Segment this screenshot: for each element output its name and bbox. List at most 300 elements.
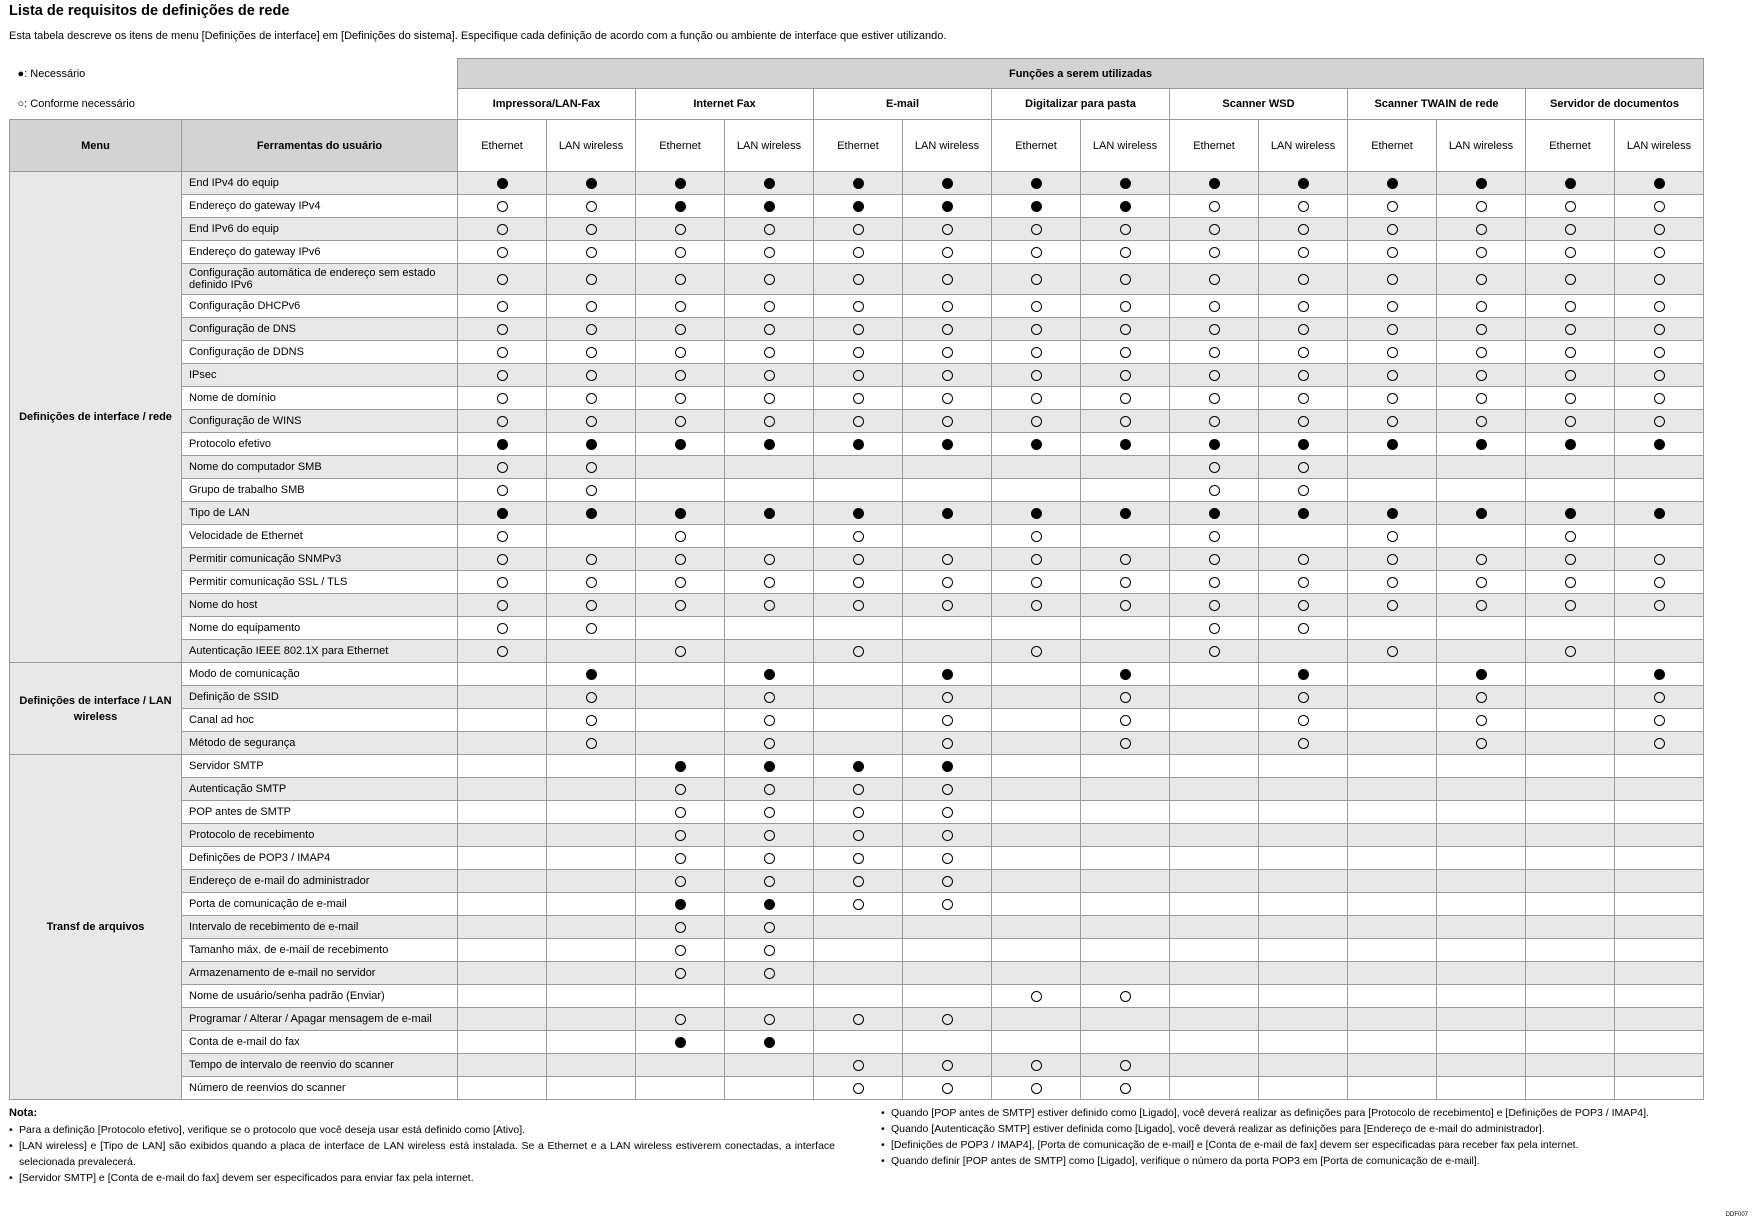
optional-mark — [675, 274, 686, 285]
requirement-cell — [903, 939, 992, 962]
requirement-cell — [636, 663, 725, 686]
requirement-cell — [725, 686, 814, 709]
requirement-cell — [903, 640, 992, 663]
optional-mark — [675, 577, 686, 588]
requirement-cell — [1081, 962, 1170, 985]
optional-mark — [1298, 324, 1309, 335]
requirement-cell — [636, 778, 725, 801]
requirement-cell — [1081, 686, 1170, 709]
requirement-cell — [547, 824, 636, 847]
bullet-icon: • — [881, 1107, 885, 1119]
requirement-cell — [903, 594, 992, 617]
optional-mark — [586, 201, 597, 212]
requirement-cell — [1526, 548, 1615, 571]
requirement-cell — [1615, 295, 1704, 318]
requirement-cell — [1081, 318, 1170, 341]
requirement-cell — [1348, 893, 1437, 916]
note-item — [881, 1137, 1719, 1153]
table-row — [10, 295, 1704, 318]
requirement-cell — [458, 755, 547, 778]
requirement-cell — [903, 387, 992, 410]
requirement-cell — [1081, 847, 1170, 870]
requirement-cell — [1437, 847, 1526, 870]
requirement-cell — [458, 502, 547, 525]
requirement-cell — [1437, 939, 1526, 962]
requirement-cell — [903, 241, 992, 264]
requirement-cell — [1348, 985, 1437, 1008]
optional-mark — [764, 830, 775, 841]
requirement-cell — [1526, 195, 1615, 218]
optional-mark — [1298, 623, 1309, 634]
requirement-cell — [1259, 502, 1348, 525]
user-tool-name: Permitir comunicação SNMPv3 — [182, 548, 458, 571]
requirement-cell — [1348, 318, 1437, 341]
required-mark — [853, 178, 864, 189]
required-mark — [497, 439, 508, 450]
requirement-cell — [636, 870, 725, 893]
optional-mark — [1031, 1060, 1042, 1071]
requirement-cell — [1259, 264, 1348, 295]
optional-mark — [1476, 324, 1487, 335]
requirement-cell — [814, 218, 903, 241]
requirement-cell — [547, 456, 636, 479]
requirement-cell — [992, 364, 1081, 387]
requirement-cell — [992, 640, 1081, 663]
requirement-cell — [1170, 755, 1259, 778]
requirement-cell — [1081, 1054, 1170, 1077]
requirement-cell — [1615, 1008, 1704, 1031]
optional-mark — [1387, 600, 1398, 611]
optional-mark — [1565, 370, 1576, 381]
requirement-cell — [458, 433, 547, 456]
legend-optional-label: : Conforme necessário — [24, 97, 135, 110]
optional-mark — [1565, 324, 1576, 335]
requirement-cell — [903, 341, 992, 364]
optional-mark — [1476, 715, 1487, 726]
requirement-cell — [992, 801, 1081, 824]
required-mark — [764, 508, 775, 519]
optional-mark — [1209, 577, 1220, 588]
requirement-cell — [1526, 801, 1615, 824]
bullet-icon: • — [881, 1155, 885, 1167]
requirement-cell — [903, 548, 992, 571]
requirement-cell — [1615, 939, 1704, 962]
requirement-cell — [1348, 732, 1437, 755]
requirement-cell — [1170, 364, 1259, 387]
requirement-cell — [1526, 456, 1615, 479]
requirement-cell — [1170, 548, 1259, 571]
requirement-cell — [725, 241, 814, 264]
requirement-cell — [1081, 617, 1170, 640]
optional-mark — [764, 393, 775, 404]
requirement-cell — [903, 456, 992, 479]
required-mark — [675, 899, 686, 910]
optional-mark — [1476, 370, 1487, 381]
requirement-cell — [1615, 195, 1704, 218]
optional-mark — [1120, 370, 1131, 381]
optional-mark — [1298, 715, 1309, 726]
requirement-cell — [903, 1031, 992, 1054]
requirement-cell — [814, 172, 903, 195]
optional-mark — [586, 715, 597, 726]
requirement-cell — [1437, 479, 1526, 502]
requirement-cell — [903, 479, 992, 502]
requirement-cell — [458, 709, 547, 732]
optional-mark — [497, 224, 508, 235]
optional-mark — [764, 301, 775, 312]
requirement-cell — [1348, 387, 1437, 410]
requirement-cell — [458, 847, 547, 870]
requirement-cell — [1526, 686, 1615, 709]
optional-mark — [1120, 715, 1131, 726]
requirement-cell — [547, 801, 636, 824]
requirement-cell — [1259, 548, 1348, 571]
user-tool-name: Configuração de WINS — [182, 410, 458, 433]
required-mark — [1209, 508, 1220, 519]
user-tool-name: Autenticação SMTP — [182, 778, 458, 801]
user-tool-name: POP antes de SMTP — [182, 801, 458, 824]
optional-mark — [942, 577, 953, 588]
requirement-cell — [1259, 410, 1348, 433]
requirement-cell — [1615, 318, 1704, 341]
requirement-cell — [458, 824, 547, 847]
requirement-cell — [992, 264, 1081, 295]
requirement-cell — [547, 893, 636, 916]
requirement-cell — [1437, 1077, 1526, 1100]
table-row — [10, 502, 1704, 525]
requirement-cell — [1615, 218, 1704, 241]
requirement-cell — [903, 985, 992, 1008]
table-row — [10, 172, 1704, 195]
optional-mark — [1654, 324, 1665, 335]
function-group-header: Servidor de documentos — [1526, 89, 1704, 120]
requirement-cell — [636, 847, 725, 870]
user-tool-name: Nome do equipamento — [182, 617, 458, 640]
requirement-cell — [1259, 686, 1348, 709]
user-tool-name: Protocolo efetivo — [182, 433, 458, 456]
requirement-cell — [547, 778, 636, 801]
requirement-cell — [1615, 433, 1704, 456]
ethernet-column-header: Ethernet — [814, 120, 903, 172]
requirement-cell — [1259, 1031, 1348, 1054]
requirement-cell — [1348, 640, 1437, 663]
requirement-cell — [992, 387, 1081, 410]
requirement-cell — [458, 870, 547, 893]
requirement-cell — [1081, 548, 1170, 571]
requirement-cell — [903, 433, 992, 456]
table-row — [10, 264, 1704, 295]
optional-mark — [675, 600, 686, 611]
user-tool-name: Configuração de DDNS — [182, 341, 458, 364]
requirement-cell — [1348, 218, 1437, 241]
requirement-cell — [636, 525, 725, 548]
required-mark — [1209, 178, 1220, 189]
requirement-cell — [1259, 732, 1348, 755]
optional-mark — [853, 224, 864, 235]
optional-mark — [942, 274, 953, 285]
requirement-cell — [1526, 387, 1615, 410]
requirement-cell — [547, 709, 636, 732]
requirement-cell — [1170, 456, 1259, 479]
required-mark — [497, 508, 508, 519]
optional-mark — [675, 416, 686, 427]
requirement-cell — [636, 387, 725, 410]
optional-mark — [586, 462, 597, 473]
requirement-cell — [1170, 172, 1259, 195]
note-item — [881, 1105, 1719, 1121]
requirement-cell — [458, 525, 547, 548]
user-tool-name: Configuração automática de endereço sem estado definido IPv6 — [182, 264, 458, 295]
requirement-cell — [1526, 364, 1615, 387]
requirement-cell — [814, 847, 903, 870]
requirement-cell — [814, 241, 903, 264]
optional-mark — [1387, 301, 1398, 312]
requirement-cell — [1437, 241, 1526, 264]
optional-mark — [675, 393, 686, 404]
bullet-icon: • — [9, 1140, 13, 1152]
requirement-cell — [1348, 341, 1437, 364]
optional-mark — [853, 324, 864, 335]
requirement-cell — [992, 594, 1081, 617]
requirement-cell — [814, 341, 903, 364]
requirement-cell — [1170, 594, 1259, 617]
requirement-cell — [1437, 364, 1526, 387]
optional-mark — [1476, 274, 1487, 285]
table-row — [10, 732, 1704, 755]
requirement-cell — [814, 824, 903, 847]
optional-mark — [764, 247, 775, 258]
requirement-cell — [458, 916, 547, 939]
requirement-cell — [1170, 218, 1259, 241]
requirement-cell — [458, 778, 547, 801]
wireless-lan-column-header: LAN wireless — [903, 120, 992, 172]
requirement-cell — [1081, 709, 1170, 732]
optional-mark — [586, 224, 597, 235]
requirement-cell — [725, 1031, 814, 1054]
requirement-cell — [1259, 195, 1348, 218]
optional-mark — [853, 554, 864, 565]
notes-section — [9, 1105, 1709, 1184]
required-mark — [853, 201, 864, 212]
requirement-cell — [547, 172, 636, 195]
requirement-cell — [1170, 916, 1259, 939]
requirement-cell — [1259, 387, 1348, 410]
note-item — [9, 1138, 835, 1170]
requirement-cell — [1348, 548, 1437, 571]
requirement-cell — [1615, 962, 1704, 985]
optional-mark — [1031, 600, 1042, 611]
optional-symbol: ○ — [17, 97, 25, 110]
optional-mark — [497, 554, 508, 565]
requirement-cell — [1348, 172, 1437, 195]
optional-mark — [764, 370, 775, 381]
requirement-cell — [1437, 1008, 1526, 1031]
requirement-cell — [903, 663, 992, 686]
optional-mark — [1209, 600, 1220, 611]
optional-mark — [853, 830, 864, 841]
optional-mark — [675, 922, 686, 933]
requirement-cell — [636, 1077, 725, 1100]
required-mark — [853, 439, 864, 450]
requirement-cell — [1259, 295, 1348, 318]
table-row — [10, 686, 1704, 709]
table-row — [10, 916, 1704, 939]
optional-mark — [942, 1014, 953, 1025]
table-row — [10, 318, 1704, 341]
required-mark — [764, 1037, 775, 1048]
table-row — [10, 939, 1704, 962]
optional-mark — [586, 416, 597, 427]
optional-mark — [1031, 416, 1042, 427]
requirement-cell — [814, 985, 903, 1008]
optional-mark — [1565, 247, 1576, 258]
table-row — [10, 778, 1704, 801]
optional-mark — [1298, 600, 1309, 611]
requirement-cell — [903, 172, 992, 195]
requirement-cell — [1081, 525, 1170, 548]
optional-mark — [853, 646, 864, 657]
optional-mark — [1120, 393, 1131, 404]
requirement-cell — [992, 893, 1081, 916]
requirement-cell — [1259, 218, 1348, 241]
requirement-cell — [1170, 893, 1259, 916]
legend-required-label: : Necessário — [24, 67, 86, 80]
wireless-lan-column-header: LAN wireless — [547, 120, 636, 172]
optional-mark — [853, 1014, 864, 1025]
requirement-cell — [1348, 1054, 1437, 1077]
requirement-cell — [1170, 1031, 1259, 1054]
requirement-cell — [1081, 479, 1170, 502]
wireless-lan-column-header: LAN wireless — [1615, 120, 1704, 172]
required-mark — [1120, 178, 1131, 189]
optional-mark — [1654, 577, 1665, 588]
requirement-cell — [1615, 663, 1704, 686]
requirement-cell — [1259, 640, 1348, 663]
requirement-cell — [1259, 801, 1348, 824]
requirement-cell — [992, 962, 1081, 985]
optional-mark — [764, 692, 775, 703]
table-row — [10, 479, 1704, 502]
optional-mark — [1298, 692, 1309, 703]
requirement-cell — [992, 341, 1081, 364]
requirement-cell — [1437, 387, 1526, 410]
requirement-cell — [1526, 571, 1615, 594]
optional-mark — [942, 247, 953, 258]
optional-mark — [1565, 347, 1576, 358]
requirement-cell — [903, 732, 992, 755]
requirement-cell — [1170, 962, 1259, 985]
requirement-cell — [1259, 893, 1348, 916]
optional-mark — [1298, 274, 1309, 285]
required-mark — [1031, 439, 1042, 450]
requirement-cell — [636, 1008, 725, 1031]
requirement-cell — [1170, 1054, 1259, 1077]
table-row — [10, 824, 1704, 847]
requirement-cell — [1170, 686, 1259, 709]
requirement-cell — [1437, 1054, 1526, 1077]
function-group-header: Scanner TWAIN de rede — [1348, 89, 1526, 120]
requirement-cell — [1348, 525, 1437, 548]
function-group-header: Internet Fax — [636, 89, 814, 120]
optional-mark — [1120, 347, 1131, 358]
requirement-cell — [725, 778, 814, 801]
optional-mark — [1476, 577, 1487, 588]
optional-mark — [1476, 301, 1487, 312]
optional-mark — [1565, 646, 1576, 657]
table-row — [10, 594, 1704, 617]
table-row — [10, 1054, 1704, 1077]
optional-mark — [1120, 274, 1131, 285]
requirement-cell — [992, 571, 1081, 594]
optional-mark — [1476, 393, 1487, 404]
optional-mark — [942, 853, 953, 864]
requirement-cell — [725, 916, 814, 939]
requirement-cell — [1259, 663, 1348, 686]
optional-mark — [942, 1083, 953, 1094]
requirement-cell — [1081, 264, 1170, 295]
requirement-cell — [547, 295, 636, 318]
requirement-cell — [636, 985, 725, 1008]
requirement-cell — [547, 548, 636, 571]
optional-mark — [764, 1014, 775, 1025]
optional-mark — [497, 577, 508, 588]
requirement-cell — [458, 732, 547, 755]
user-tool-name: Protocolo de recebimento — [182, 824, 458, 847]
requirement-cell — [1437, 985, 1526, 1008]
requirement-cell — [1348, 1031, 1437, 1054]
requirement-cell — [458, 456, 547, 479]
requirement-cell — [725, 295, 814, 318]
requirement-cell — [458, 1054, 547, 1077]
requirement-cell — [1615, 870, 1704, 893]
requirement-cell — [1437, 456, 1526, 479]
requirement-cell — [725, 264, 814, 295]
requirement-cell — [458, 686, 547, 709]
optional-mark — [764, 224, 775, 235]
note-item — [9, 1170, 835, 1186]
requirement-cell — [725, 663, 814, 686]
requirement-cell — [547, 195, 636, 218]
requirement-cell — [458, 364, 547, 387]
requirement-cell — [903, 847, 992, 870]
requirement-cell — [1526, 870, 1615, 893]
requirement-cell — [636, 1054, 725, 1077]
requirement-cell — [725, 525, 814, 548]
optional-mark — [853, 899, 864, 910]
requirement-cell — [547, 847, 636, 870]
optional-mark — [764, 554, 775, 565]
requirement-cell — [992, 824, 1081, 847]
optional-mark — [1120, 1083, 1131, 1094]
optional-mark — [1031, 224, 1042, 235]
note-text: [Definições de POP3 / IMAP4], [Porta de comunicação de e-mail] e [Conta de e-mail de fax] devem ser especificadas para receber fax pela internet. — [891, 1139, 1579, 1151]
requirement-cell — [1081, 571, 1170, 594]
requirement-cell — [1081, 594, 1170, 617]
user-tool-name: Armazenamento de e-mail no servidor — [182, 962, 458, 985]
requirement-cell — [903, 195, 992, 218]
requirement-cell — [547, 318, 636, 341]
requirement-cell — [547, 594, 636, 617]
requirement-cell — [814, 1077, 903, 1100]
optional-mark — [497, 393, 508, 404]
optional-mark — [764, 324, 775, 335]
requirement-cell — [1348, 962, 1437, 985]
requirement-cell — [992, 479, 1081, 502]
optional-mark — [1476, 554, 1487, 565]
requirement-cell — [903, 617, 992, 640]
optional-mark — [1387, 247, 1398, 258]
note-text: Quando [POP antes de SMTP] estiver definido como [Ligado], você deverá realizar as definições para [Protocolo de recebimento] e [Definições de POP3 / IMAP4]. — [891, 1107, 1649, 1119]
